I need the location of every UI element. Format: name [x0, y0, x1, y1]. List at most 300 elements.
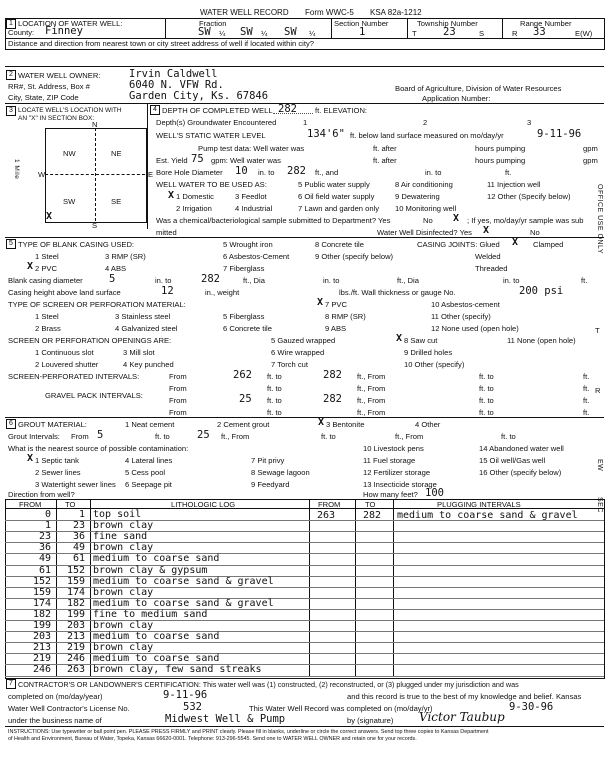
log-to: 199	[66, 608, 85, 620]
fraction-label: Fraction	[199, 19, 227, 28]
log-from: 1	[44, 520, 51, 532]
use-8[interactable]: 8 Air conditioning	[395, 180, 453, 189]
distance-label: Distance and direction from nearest town or city street address of well if located within city?	[8, 39, 314, 48]
ft-from: ft., From	[357, 384, 386, 393]
diameter-to: in. to	[503, 276, 520, 285]
casing-9[interactable]: 9 Other (specify below)	[315, 252, 394, 261]
casing-label: TYPE OF BLANK CASING USED:	[18, 240, 135, 249]
chem-no[interactable]: No	[423, 216, 433, 225]
ft-from: ft., From	[395, 432, 424, 441]
casing-threaded[interactable]: Threaded	[475, 264, 508, 273]
bore-and: ft., and	[315, 168, 339, 177]
log-from: 152	[32, 575, 51, 587]
locate-label-2: AN "X" IN SECTION BOX:	[18, 115, 95, 122]
section-number-4: 4	[150, 105, 160, 115]
log-to: 219	[66, 642, 85, 654]
ft-from: ft., From	[357, 408, 386, 417]
gravel-label: GRAVEL PACK INTERVALS:	[45, 391, 143, 400]
water-well-record-form	[5, 4, 605, 760]
from-label: From	[169, 408, 187, 417]
source-15[interactable]: 15 Oil well/Gas well	[479, 456, 546, 465]
screen-label: TYPE OF SCREEN OR PERFORATION MATERIAL:	[8, 300, 186, 309]
cert-line-1: CONTRACTOR'S OR LANDOWNER'S CERTIFICATION: This water well was (1) constructed, (2) reconstructed, or (3) plugged under my jurisdiction and was	[18, 680, 519, 689]
grout-to-value: 25	[197, 429, 210, 441]
opening-8[interactable]: 8 Saw cut	[404, 336, 438, 345]
log-to: 49	[72, 542, 85, 554]
log-description: brown clay, few sand streaks	[93, 664, 262, 676]
gpm-label: gpm	[583, 156, 598, 165]
use-4[interactable]: 4 Industrial	[235, 204, 273, 213]
sw-label: SW	[63, 197, 76, 206]
section-number-6: 6	[6, 419, 16, 429]
ft-to: ft. to	[155, 432, 170, 441]
source-14[interactable]: 14 Abandoned water well	[479, 444, 564, 453]
fraction-3: SW	[284, 26, 297, 38]
township-label: Township Number	[417, 19, 478, 28]
ft-to: ft. to	[267, 384, 282, 393]
perf-from-value: 262	[233, 369, 252, 381]
gravel-from-value: 25	[239, 393, 252, 405]
side-r: R	[595, 386, 601, 395]
license-value: 532	[183, 701, 202, 713]
table-row	[5, 577, 605, 587]
log-to: 263	[66, 664, 85, 676]
static-level-label: WELL'S STATIC WATER LEVEL	[156, 131, 266, 140]
hours-pumping: hours pumping	[475, 156, 526, 165]
table-row	[5, 554, 605, 564]
locate-label-1: LOCATE WELL'S LOCATION WITH	[18, 107, 122, 114]
log-description: medium to coarse sand & gravel	[93, 597, 274, 609]
source-10[interactable]: 10 Livestock pens	[363, 444, 424, 453]
table-row	[5, 621, 605, 631]
log-description: brown clay	[93, 642, 154, 654]
se-label: SE	[111, 197, 122, 206]
log-description: brown clay	[93, 586, 154, 598]
ft-dia: ft., Dia	[243, 276, 265, 285]
screen-10[interactable]: 10 Asbestos-cement	[431, 300, 500, 309]
screen-6[interactable]: 6 Concrete tile	[223, 324, 272, 333]
ft-from: ft., From	[357, 396, 386, 405]
section-location-box[interactable]	[45, 128, 147, 223]
log-from: 174	[32, 597, 51, 609]
col-from-2: FROM	[318, 500, 341, 509]
grout-from-value: 5	[97, 429, 104, 441]
log-from: 219	[32, 653, 51, 665]
ft-to: ft. to	[479, 384, 494, 393]
log-to: 203	[66, 620, 85, 631]
side-ew: EW	[596, 459, 603, 472]
row-divider	[5, 676, 604, 677]
form-number: Form WWC-5	[305, 8, 354, 17]
log-to: 159	[66, 575, 85, 587]
opening-3[interactable]: 3 Mill slot	[123, 348, 155, 357]
office-use-label: OFFICE USE ONLY	[596, 184, 603, 254]
opening-11[interactable]: 11 None (open hole)	[507, 336, 576, 345]
ft-to: ft. to	[321, 432, 336, 441]
nw-label: NW	[63, 149, 76, 158]
how-many-feet-label: How many feet?	[363, 490, 418, 499]
log-from: 49	[38, 553, 51, 565]
ft-to: ft. to	[267, 372, 282, 381]
log-to: 174	[66, 586, 85, 598]
source-9[interactable]: 9 Feedyard	[251, 480, 290, 489]
grout-2[interactable]: 2 Cement grout	[217, 420, 270, 429]
county-label: County:	[8, 28, 35, 37]
log-from: 36	[38, 542, 51, 554]
use-6[interactable]: 6 Oil field water supply	[298, 192, 375, 201]
signature-label: by (signature)	[347, 716, 394, 725]
disinfected-label: Water Well Disinfected? Yes	[377, 228, 472, 237]
groundwater-label: Depth(s) Groundwater Encountered	[156, 118, 277, 127]
col-plugging-intervals: PLUGGING INTERVALS	[437, 500, 521, 509]
screen-12[interactable]: 12 None used (open hole)	[431, 324, 519, 333]
table-row	[5, 654, 605, 664]
gpm-label: gpm	[583, 144, 598, 153]
ft-dia: ft., Dia	[397, 276, 419, 285]
cert-completed-value: 9-11-96	[163, 689, 208, 701]
source-3[interactable]: 3 Watertight sewer lines	[35, 480, 116, 489]
gauge-value: 200 psi	[519, 285, 564, 297]
ne-label: NE	[111, 149, 122, 158]
col-to-2: TO	[365, 500, 376, 509]
bore-depth: 282	[287, 165, 306, 177]
section-number-1: 1	[6, 19, 16, 29]
quarter-mark: ¼	[219, 29, 226, 38]
log-to: 213	[66, 631, 85, 643]
source-16[interactable]: 16 Other (specify below)	[479, 468, 562, 477]
table-row	[5, 588, 605, 598]
casing-5[interactable]: 5 Wrought iron	[223, 240, 273, 249]
gravel-to-value: 282	[323, 393, 342, 405]
east-label: E	[148, 170, 154, 179]
use-7[interactable]: 7 Lawn and garden only	[298, 204, 380, 213]
table-row	[5, 566, 605, 576]
log-to: 182	[66, 597, 85, 609]
log-description: fine to medium sand	[93, 608, 208, 620]
source-6[interactable]: 6 Seepage pit	[125, 480, 172, 489]
ft-after: ft. after	[373, 156, 397, 165]
gw-2: 2	[423, 118, 428, 127]
cert-completed-label: completed on (mo/day/year)	[8, 692, 103, 701]
casing-6[interactable]: 6 Asbestos-Cement	[223, 252, 290, 261]
opening-2[interactable]: 2 Louvered shutter	[35, 360, 99, 369]
ft-label: ft.	[581, 276, 588, 285]
board-label: Board of Agriculture, Division of Water Resources	[395, 84, 562, 93]
casing-7[interactable]: 7 Fiberglass	[223, 264, 265, 273]
use-12[interactable]: 12 Other (Specify below)	[487, 192, 571, 201]
source-12[interactable]: 12 Fertilizer storage	[363, 468, 431, 477]
log-to: 152	[66, 564, 85, 576]
log-from: 159	[32, 586, 51, 598]
table-row	[5, 665, 605, 675]
log-from: 23	[38, 531, 51, 543]
source-11[interactable]: 11 Fuel storage	[363, 456, 416, 465]
use-label: WELL WATER TO BE USED AS:	[156, 180, 267, 189]
source-8[interactable]: 8 Sewage lagoon	[251, 468, 310, 477]
clamped-x-mark: X	[512, 237, 519, 248]
casing-8[interactable]: 8 Concrete tile	[315, 240, 364, 249]
west-label: W	[38, 170, 46, 179]
diameter-label: Blank casing diameter	[8, 276, 83, 285]
grout-1[interactable]: 1 Neat cement	[125, 420, 175, 429]
source-7[interactable]: 7 Pit privy	[251, 456, 285, 465]
opening-9[interactable]: 9 Drilled holes	[404, 348, 453, 357]
business-value: Midwest Well & Pump	[165, 713, 286, 725]
screen-5[interactable]: 5 Fiberglass	[223, 312, 265, 321]
log-description: brown clay	[93, 520, 154, 532]
range-label: Range Number	[520, 19, 572, 28]
owner-name: Irvin Caldwell	[129, 68, 218, 80]
log-to: 61	[72, 553, 85, 565]
instructions-line-1: INSTRUCTIONS: Use typewriter or ball point pen. PLEASE PRESS FIRMLY and PRINT clearly. Please fill in blanks, underline or circle the correct answers. Send top three copies to Kansas Department	[8, 729, 489, 735]
yield-label: Est. Yield	[156, 156, 188, 165]
log-from: 0	[44, 509, 51, 520]
side-t: T	[595, 326, 600, 335]
pvc-x-mark: X	[27, 261, 34, 272]
height-value: 12	[161, 285, 174, 297]
screen-9[interactable]: 9 ABS	[325, 324, 347, 333]
disinfected-no[interactable]: No	[530, 228, 540, 237]
section-number-2: 2	[6, 70, 16, 80]
depth-label: DEPTH OF COMPLETED WELL	[162, 106, 273, 115]
screen-7[interactable]: 7 PVC	[325, 300, 347, 309]
diameter-to: in. to	[155, 276, 172, 285]
yield-value: 75	[191, 153, 204, 165]
owner-label: WATER WELL OWNER:	[18, 71, 101, 80]
range-value: 33	[533, 26, 546, 38]
log-from: 203	[32, 631, 51, 643]
business-label: under the business name of	[8, 716, 102, 725]
log-description: medium to coarse sand & gravel	[93, 575, 274, 587]
quarter-mark: ¼	[309, 29, 316, 38]
ft-label: ft.	[505, 168, 512, 177]
source-2[interactable]: 2 Sewer lines	[35, 468, 81, 477]
source-4[interactable]: 4 Lateral lines	[125, 456, 173, 465]
opening-10[interactable]: 10 Other (specify)	[404, 360, 465, 369]
screen-8[interactable]: 8 RMP (SR)	[325, 312, 366, 321]
col-from: FROM	[19, 500, 42, 509]
screen-1[interactable]: 1 Steel	[35, 312, 59, 321]
log-from: 182	[32, 608, 51, 620]
city-label: City, State, ZIP Code	[8, 93, 79, 102]
log-description: brown clay & gypsum	[93, 564, 208, 576]
bore-to: in. to	[258, 168, 275, 177]
perf-to-value: 282	[323, 369, 342, 381]
diameter-depth: 282	[201, 273, 220, 285]
ft-label: ft.	[583, 396, 590, 405]
log-description: medium to coarse sand	[93, 553, 220, 565]
south-label: S	[92, 221, 98, 230]
col-lithologic-log: LITHOLOGIC LOG	[171, 500, 236, 509]
static-level-value: 134'6"	[307, 128, 345, 140]
chem-x-mark: X	[453, 213, 460, 224]
perforated-label: SCREEN-PERFORATED INTERVALS:	[8, 372, 140, 381]
static-date: 9-11-96	[537, 128, 582, 140]
casing-welded[interactable]: Welded	[475, 252, 501, 261]
log-to: 246	[66, 653, 85, 665]
casing-1[interactable]: 1 Steel	[35, 252, 59, 261]
contamination-label: What is the nearest source of possible contamination:	[8, 444, 189, 453]
fraction-1: SW	[198, 26, 211, 38]
use-3[interactable]: 3 Feedlot	[235, 192, 267, 201]
form-title: WATER WELL RECORD	[200, 8, 289, 17]
record-completed-label: This Water Well Record was completed on (mo/day/yr)	[249, 704, 433, 713]
right-from: 263	[317, 510, 336, 521]
use-2[interactable]: 2 Irrigation	[176, 204, 212, 213]
section-number-7: 7	[6, 679, 16, 689]
disinfected-x-mark: X	[483, 225, 490, 236]
ft-after: ft. after	[373, 144, 397, 153]
ft-to: ft. to	[501, 432, 516, 441]
bentonite-x-mark: X	[318, 417, 325, 428]
ft-to: ft. to	[479, 408, 494, 417]
signature: Victor Taubup	[419, 710, 505, 724]
table-row	[5, 599, 605, 609]
township-s: S	[479, 29, 485, 38]
log-description: brown clay	[93, 542, 154, 554]
from-label: From	[169, 396, 187, 405]
wall-thickness-label: lbs./ft. Wall thickness or gauge No.	[339, 288, 456, 297]
north-label: N	[92, 120, 98, 129]
septic-x-mark: X	[27, 453, 34, 464]
section-number-3: 3	[6, 106, 16, 116]
log-description: fine sand	[93, 531, 148, 543]
record-completed-value: 9-30-96	[509, 701, 554, 713]
table-row	[5, 532, 605, 542]
source-5[interactable]: 5 Cess pool	[125, 468, 166, 477]
use-1[interactable]: 1 Domestic	[176, 192, 214, 201]
height-tail: in., weight	[205, 288, 240, 297]
casing-4[interactable]: 4 ABS	[105, 264, 127, 273]
chem-mitted: mitted	[156, 228, 177, 237]
opening-5[interactable]: 5 Gauzed wrapped	[271, 336, 336, 345]
screen-4[interactable]: 4 Galvanized steel	[115, 324, 178, 333]
source-13[interactable]: 13 Insecticide storage	[363, 480, 437, 489]
diameter-to: in. to	[323, 276, 340, 285]
ft-to: ft. to	[479, 396, 494, 405]
how-many-feet-value: 100	[425, 487, 444, 499]
elevation-label: ft. ELEVATION:	[315, 106, 368, 115]
owner-address: 6040 N. VFW Rd.	[129, 79, 224, 91]
mile-label: 1 Mile	[13, 159, 20, 180]
license-label: Water Well Contractor's License No.	[8, 704, 130, 713]
from-label: From	[169, 384, 187, 393]
casing-3[interactable]: 3 RMP (SR)	[105, 252, 146, 261]
section-number-5: 5	[6, 239, 16, 249]
direction-label: Direction from well?	[8, 490, 75, 499]
right-to: 282	[363, 510, 382, 521]
right-log: medium to coarse sand & gravel	[397, 510, 578, 521]
address-label: RR#, St. Address, Box #	[8, 82, 90, 91]
ft-label: ft.	[583, 408, 590, 417]
gw-3: 3	[527, 118, 532, 127]
screen-11[interactable]: 11 Other (specify)	[431, 312, 491, 321]
bore-value: 10	[235, 165, 248, 177]
use-5[interactable]: 5 Public water supply	[298, 180, 370, 189]
use-9[interactable]: 9 Dewatering	[395, 192, 440, 201]
in-to: in. to	[425, 168, 442, 177]
casing-clamped[interactable]: Clamped	[533, 240, 564, 249]
chem-tail: ; If yes, mo/day/yr sample was sub	[467, 216, 584, 225]
township-value: 23	[443, 26, 456, 38]
casing-joints: CASING JOINTS: Glued	[417, 240, 500, 249]
quarter-mark: ¼	[261, 29, 268, 38]
location-label: LOCATION OF WATER WELL:	[18, 19, 123, 28]
log-from: 246	[32, 664, 51, 676]
screen-2[interactable]: 2 Brass	[35, 324, 61, 333]
log-description: brown clay	[93, 620, 154, 631]
opening-4[interactable]: 4 Key punched	[123, 360, 174, 369]
bore-label: Bore Hole Diameter	[156, 168, 223, 177]
pump-test-label: Pump test data: Well water was	[198, 144, 305, 153]
ft-to: ft. to	[479, 372, 494, 381]
ft-label: ft.	[583, 384, 590, 393]
log-from: 199	[32, 620, 51, 631]
depth-value: 282	[278, 103, 297, 115]
diameter-value: 5	[109, 273, 116, 285]
ft-to: ft. to	[267, 396, 282, 405]
ft-from: ft., From	[221, 432, 250, 441]
static-level-tail: ft. below land surface measured on mo/day/yr	[350, 131, 504, 140]
hours-pumping: hours pumping	[475, 144, 526, 153]
county-value: Finney	[45, 25, 83, 37]
table-row	[5, 521, 605, 531]
table-row	[5, 543, 605, 553]
use-10[interactable]: 10 Monitoring well	[395, 204, 457, 213]
section-number-label: Section Number	[334, 19, 389, 28]
grout-4[interactable]: 4 Other	[415, 420, 441, 429]
grout-3[interactable]: 3 Bentonite	[326, 420, 365, 429]
owner-city: Garden City, Ks. 67846	[129, 90, 269, 102]
township-t: T	[412, 29, 417, 38]
screen-pvc-x-mark: X	[317, 297, 324, 308]
table-row	[5, 510, 605, 520]
opening-6[interactable]: 6 Wire wrapped	[271, 348, 325, 357]
log-description: top soil	[93, 509, 142, 520]
range-ew: E(W)	[575, 29, 593, 38]
log-description: medium to coarse sand	[93, 653, 220, 665]
openings-label: SCREEN OR PERFORATION OPENINGS ARE:	[8, 336, 172, 345]
log-to: 23	[72, 520, 85, 532]
use-11[interactable]: 11 Injection well	[487, 180, 541, 189]
log-to: 1	[78, 509, 85, 520]
grout-label: GROUT MATERIAL:	[18, 420, 87, 429]
table-row	[5, 610, 605, 620]
side-sec: SEC	[596, 497, 603, 513]
saw-cut-x-mark: X	[396, 333, 403, 344]
from-label: From	[169, 372, 187, 381]
instructions-line-2: of Health and Environment, Bureau of Water, Topeka, Kansas 66620-0001. Telephone: 913-296-5545. Send one to WATER WELL OWNER and retain one for your records.	[8, 736, 417, 742]
from-label: From	[71, 432, 89, 441]
cert-line-2b: and this record is true to the best of my knowledge and belief. Kansas	[347, 692, 582, 701]
grout-intervals-label: Grout Intervals:	[8, 432, 60, 441]
opening-7[interactable]: 7 Torch cut	[271, 360, 309, 369]
application-number-label: Application Number:	[422, 94, 491, 103]
screen-3[interactable]: 3 Stainless steel	[115, 312, 171, 321]
opening-1[interactable]: 1 Continuous slot	[35, 348, 94, 357]
yield-unit: gpm: Well water was	[211, 156, 281, 165]
table-row	[5, 632, 605, 642]
section-value: 1	[359, 26, 366, 38]
domestic-x-mark: X	[168, 190, 175, 201]
fraction-2: SW	[240, 26, 253, 38]
location-x-mark: X	[46, 211, 53, 222]
table-row	[5, 643, 605, 653]
source-1[interactable]: 1 Septic tank	[35, 456, 79, 465]
casing-2[interactable]: 2 PVC	[35, 264, 57, 273]
ft-to: ft. to	[267, 408, 282, 417]
col-to: TO	[65, 500, 76, 509]
